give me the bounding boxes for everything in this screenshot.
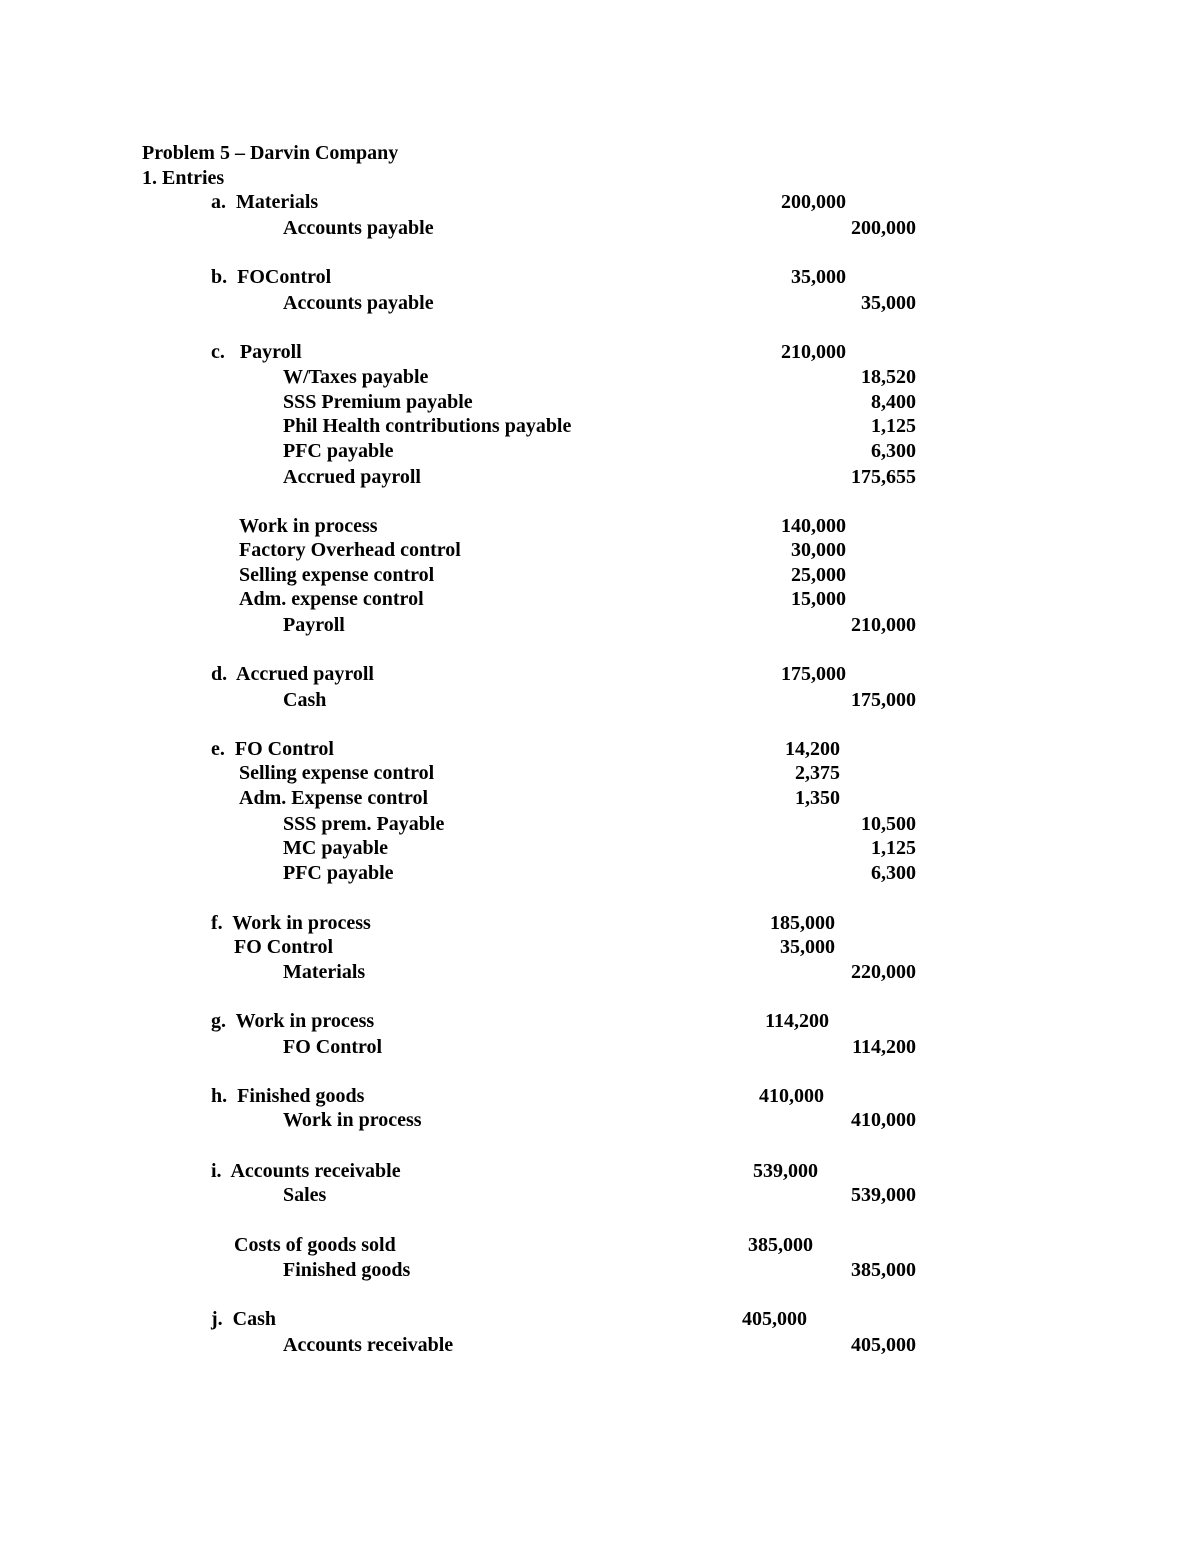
entry-e-debit-amount: 2,375 [795,762,840,784]
entry-g-debit-amount: 114,200 [765,1010,829,1032]
entry-c-credit-amount: 8,400 [871,391,916,413]
entry-e-debit-amount: 14,200 [785,738,840,760]
entry-c-credit-amount: 6,300 [871,440,916,462]
section-heading: 1. Entries [142,167,225,189]
entry-c-credit2-amount: 210,000 [851,614,916,636]
entry-c-credit2-label: Payroll [283,614,345,636]
entry-i-credit-amount: 539,000 [851,1184,916,1206]
entry-c-debit-amount: 210,000 [781,341,846,363]
entry-h-debit-amount: 410,000 [759,1085,824,1107]
entry-j-credit-label: Accounts receivable [283,1334,454,1356]
entry-e-credit-amount: 10,500 [861,813,916,835]
entry-i-debit2-label: Costs of goods sold [234,1234,396,1256]
entry-i-debit-amount: 539,000 [753,1160,818,1182]
entry-i-debit-label: i. Accounts receivable [211,1160,401,1182]
entry-f-debit-amount: 185,000 [770,912,835,934]
entry-j-debit-label: j. Cash [211,1308,277,1330]
entry-f-debit-label: f. Work in process [211,912,371,934]
entry-e-credit-label: MC payable [283,837,388,859]
entry-e-credit-label: PFC payable [283,862,394,884]
entry-f-credit-amount: 220,000 [851,961,916,983]
entry-b-credit-amount: 35,000 [861,292,916,314]
entry-c-credit-label: Accrued payroll [283,466,421,488]
entry-g-credit-label: FO Control [283,1036,383,1058]
entry-b-debit-label: b. FOControl [211,266,332,288]
entry-g-credit-amount: 114,200 [852,1036,916,1058]
entry-c-debit2-amount: 25,000 [791,564,846,586]
entry-e-credit-amount: 1,125 [871,837,916,859]
entry-c-debit2-label: Adm. expense control [239,588,424,610]
entry-g-debit-label: g. Work in process [211,1010,375,1032]
entry-c-debit2-amount: 140,000 [781,515,846,537]
entry-e-debit-label: Adm. Expense control [239,787,429,809]
entry-c-credit-label: Phil Health contributions payable [283,415,572,437]
entry-h-debit-label: h. Finished goods [211,1085,365,1107]
entry-c-debit2-label: Work in process [239,515,378,537]
entry-c-debit-label: c. Payroll [211,341,302,363]
entry-c-debit2-amount: 15,000 [791,588,846,610]
entry-e-debit-amount: 1,350 [795,787,840,809]
entry-b-debit-amount: 35,000 [791,266,846,288]
entry-e-credit-amount: 6,300 [871,862,916,884]
entry-d-credit-amount: 175,000 [851,689,916,711]
entry-c-credit-label: SSS Premium payable [283,391,473,413]
entry-d-credit-label: Cash [283,689,327,711]
entry-j-debit-amount: 405,000 [742,1308,807,1330]
entry-c-debit2-amount: 30,000 [791,539,846,561]
entry-a-credit-label: Accounts payable [283,217,434,239]
entry-e-debit-label: e. FO Control [211,738,334,760]
document-title: Problem 5 – Darvin Company [142,142,399,164]
entry-a-debit-amount: 200,000 [781,191,846,213]
entry-e-debit-label: Selling expense control [239,762,435,784]
entry-c-credit-amount: 1,125 [871,415,916,437]
entry-i-debit2-amount: 385,000 [748,1234,813,1256]
entry-i-credit-label: Sales [283,1184,327,1206]
entry-a-credit-amount: 200,000 [851,217,916,239]
entry-d-debit-amount: 175,000 [781,663,846,685]
entry-c-credit-label: W/Taxes payable [283,366,429,388]
entry-c-credit-label: PFC payable [283,440,394,462]
entry-i-credit2-label: Finished goods [283,1259,411,1281]
entry-f-debit2-amount: 35,000 [780,936,835,958]
entry-c-debit2-label: Selling expense control [239,564,435,586]
entry-j-credit-amount: 405,000 [851,1334,916,1356]
entry-a-debit-label: a. Materials [211,191,319,213]
entry-c-credit-amount: 175,655 [851,466,916,488]
entry-f-credit-label: Materials [283,961,366,983]
entry-c-debit2-label: Factory Overhead control [239,539,461,561]
entry-f-debit2-label: FO Control [234,936,334,958]
entry-b-credit-label: Accounts payable [283,292,434,314]
entry-e-credit-label: SSS prem. Payable [283,813,445,835]
entry-d-debit-label: d. Accrued payroll [211,663,374,685]
entry-h-credit-amount: 410,000 [851,1109,916,1131]
entry-c-credit-amount: 18,520 [861,366,916,388]
entry-h-credit-label: Work in process [283,1109,422,1131]
entry-i-credit2-amount: 385,000 [851,1259,916,1281]
